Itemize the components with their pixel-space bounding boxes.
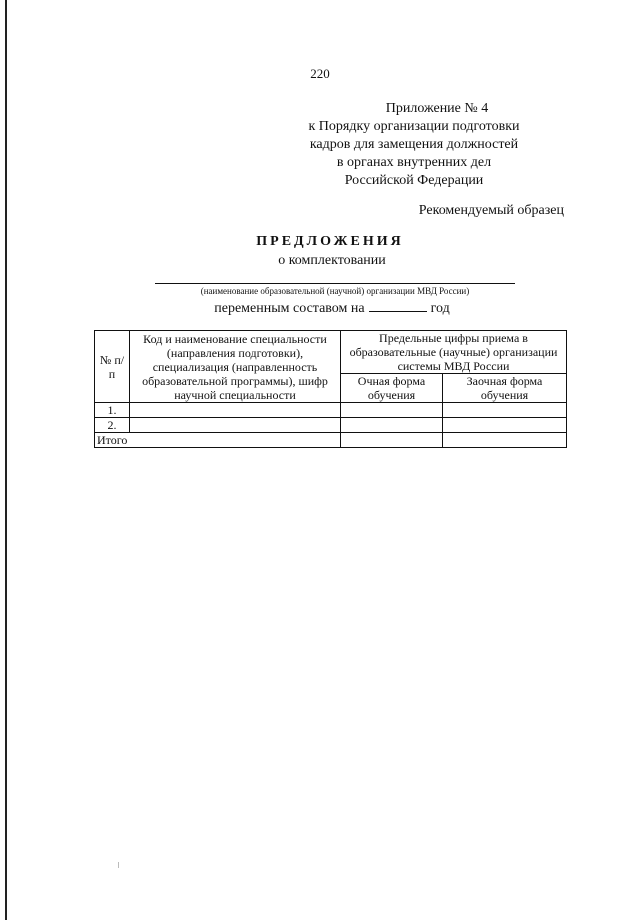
row-number: 1. (95, 403, 130, 418)
table-row (95, 403, 567, 418)
staff-line-after: год (430, 301, 450, 316)
table-row (95, 418, 567, 433)
document-title: ПРЕДЛОЖЕНИЯ (256, 234, 404, 249)
parttime-cell (443, 403, 567, 418)
appendix-header (264, 100, 564, 190)
total-label: Итого (95, 433, 341, 448)
specialty-cell (130, 418, 341, 433)
fulltime-total-cell (341, 433, 443, 448)
appendix-line-2: к Порядку организации подготовки (308, 119, 520, 134)
scan-mark (118, 862, 119, 868)
column-header-fulltime: Очная форма обучения (341, 374, 443, 403)
parttime-total-cell (443, 433, 567, 448)
column-header-specialty: Код и наименование специальности (направления подготовки), специализация (направленность образовательной программы), шифр научной специальности (130, 331, 341, 403)
sample-label: Рекомендуемый образец (418, 203, 564, 218)
page-number: 220 (310, 66, 330, 81)
organization-caption: (наименование образовательной (научной) организации МВД России) (200, 286, 470, 296)
appendix-line-5: Российской Федерации (344, 173, 484, 188)
appendix-number: Приложение № 4 (385, 101, 489, 116)
organization-blank-line (155, 283, 515, 284)
scan-edge (5, 0, 7, 920)
column-header-limits: Предельные цифры приема в образовательные (научные) организации системы МВД России (341, 331, 567, 374)
staff-line (0, 299, 640, 317)
proposals-table (94, 330, 567, 448)
specialty-cell (130, 403, 341, 418)
document-subtitle: о комплектовании (278, 253, 386, 268)
staff-line-before: переменным составом на (214, 301, 365, 316)
appendix-line-3: кадров для замещения должностей (309, 137, 519, 152)
total-row (95, 433, 567, 448)
year-blank (369, 299, 427, 312)
parttime-cell (443, 418, 567, 433)
column-header-number: № п/п (95, 331, 130, 403)
fulltime-cell (341, 403, 443, 418)
fulltime-cell (341, 418, 443, 433)
appendix-line-4: в органах внутренних дел (336, 155, 492, 170)
row-number: 2. (95, 418, 130, 433)
column-header-parttime: Заочная форма обучения (443, 374, 567, 403)
